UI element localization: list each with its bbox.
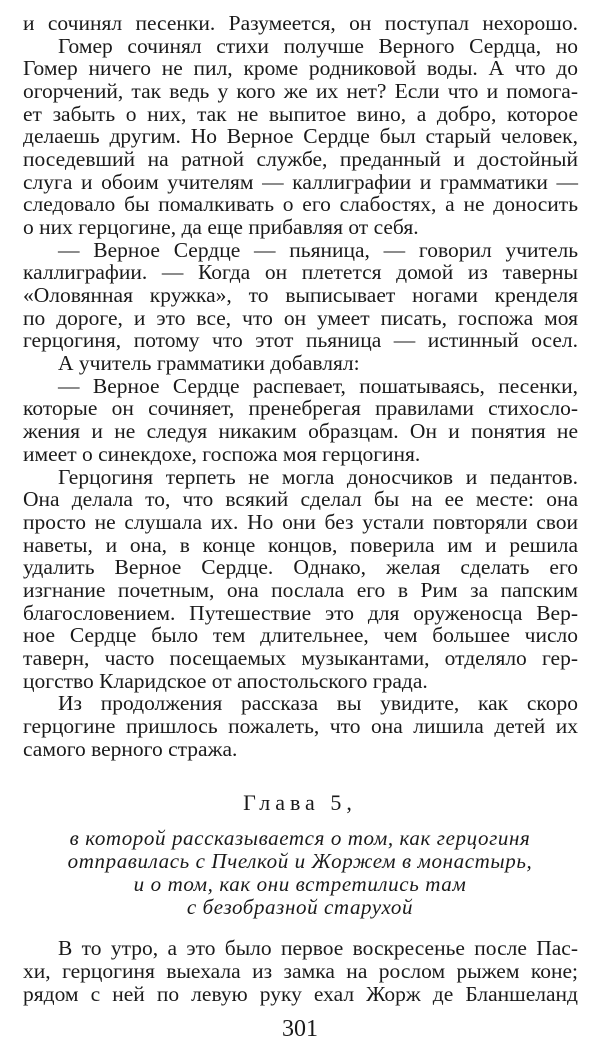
- text-line: о них герцогине, да еще прибавляя от себя.: [23, 215, 419, 239]
- text-line: ное Сердце было тем длительнее, чем большее число: [23, 623, 578, 647]
- text-line: Гомер сочинял стихи получше Верного Сердца, но: [58, 34, 578, 58]
- text-line: рядом с ней по левую руку ехал Жорж де Бланшеланд: [23, 982, 578, 1006]
- text-line: удалить Верное Сердце. Однако, желая сделать его: [23, 555, 578, 579]
- text-line: поседевший на ратной службе, преданный и достойный: [23, 147, 578, 171]
- text-line: Она делала то, что всякий сделал бы на ее месте: она: [23, 487, 578, 511]
- text-line: наветы, и она, в конце концов, поверила им и решила: [23, 533, 578, 557]
- text-line: герцогине пришлось пожалеть, что она лишила детей их: [23, 714, 578, 738]
- chapter-subtitle-line: и о том, как они встретились там: [133, 872, 467, 896]
- text-line: Из продолжения рассказа вы увидите, как скоро: [58, 691, 578, 715]
- text-line: таверн, часто посещаемых музыкантами, отделяло гер-: [23, 646, 578, 670]
- text-line: слуга и обоим учителям — каллиграфии и грамматики —: [23, 170, 578, 194]
- text-line: — Верное Сердце распевает, пошатываясь, песенки,: [58, 374, 578, 398]
- text-line: каллиграфии. — Когда он плетется домой из таверны: [23, 260, 578, 284]
- text-line: имеет о синекдохе, госпожа моя герцогиня.: [23, 442, 421, 466]
- text-line: огорчений, так ведь у кого же их нет? Если что и помога-: [23, 79, 578, 103]
- text-line: изгнание почетным, она послала его в Рим за папским: [23, 578, 578, 602]
- chapter-subtitle-line: в которой рассказывается о том, как герцогиня: [69, 826, 531, 850]
- text-line: цогство Кларидское от апостольского града.: [23, 669, 428, 693]
- text-line: по дороге, и это все, что он умеет писать, госпожа моя: [23, 306, 578, 330]
- chapter-title: Глава 5,: [243, 790, 357, 815]
- text-line: благословением. Путешествие это для оруженосца Вер-: [23, 601, 578, 625]
- text-line: ет забыть о них, так не выпитое вино, а добро, которое: [23, 102, 578, 126]
- text-line: Гомер ничего не пил, кроме родниковой воды. А что до: [23, 56, 578, 80]
- text-line: просто не слушала их. Но они без устали повторяли свои: [23, 510, 578, 534]
- text-line: «Оловянная кружка», то выписывает ногами кренделя: [23, 283, 578, 307]
- chapter-subtitle-line: отправилась с Пчелкой и Жоржем в монастырь,: [67, 849, 533, 873]
- text-line: — Верное Сердце — пьяница, — говорил учитель: [58, 238, 578, 262]
- page-number: 301: [282, 1016, 318, 1042]
- text-line: герцогиня, потому что этот пьяница — истинный осел.: [23, 328, 578, 352]
- chapter-subtitle-line: с безобразной старухой: [186, 895, 414, 919]
- text-line: хи, герцогиня выехала из замка на рослом рыжем коне;: [23, 959, 578, 983]
- text-line: жения и не следуя никаким образцам. Он и понятия не: [23, 419, 578, 443]
- text-line: делаешь другим. Но Верное Сердце был старый человек,: [23, 124, 578, 148]
- text-line: Герцогиня терпеть не могла доносчиков и педантов.: [58, 465, 578, 489]
- text-line: и сочинял песенки. Разумеется, он поступал нехорошо.: [23, 11, 578, 35]
- text-line: А учитель грамматики добавлял:: [58, 351, 360, 375]
- text-line: следовало бы помалкивать о его слабостях, а не доносить: [23, 192, 578, 216]
- text-line: самого верного стража.: [23, 737, 238, 761]
- text-line: которые он сочиняет, пренебрегая правилами стихосло-: [23, 396, 578, 420]
- text-line: В то утро, а это было первое воскресенье после Пас-: [58, 936, 578, 960]
